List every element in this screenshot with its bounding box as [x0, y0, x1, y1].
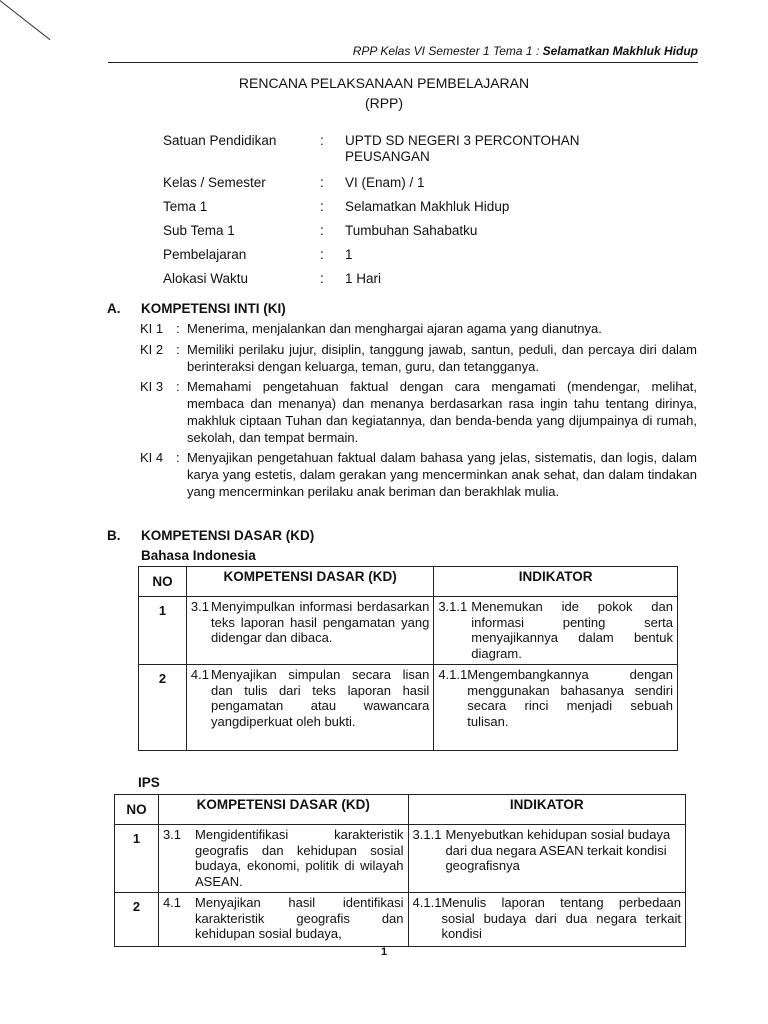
kd-text: Menyajikan simpulan secara lisan dan tulis dari teks laporan hasil pengamatan atau wawancara yangdiperkuat oleh bukti.	[210, 667, 430, 729]
indikator-cell	[408, 825, 685, 893]
kd-cell	[158, 825, 408, 893]
header-indikator: INDIKATOR	[408, 795, 685, 825]
ki-colon: :	[176, 450, 180, 465]
identity-value: 1	[345, 247, 353, 262]
identity-value: Tumbuhan Sahabatku	[345, 223, 478, 238]
corner-mark	[0, 0, 50, 40]
kd-text: Menyimpulkan informasi berdasarkan teks laporan hasil pengamatan yang didengar dan dibaca.	[210, 599, 430, 645]
kd-number: 3.1	[162, 827, 182, 842]
kd-number: 4.1	[190, 667, 209, 682]
identity-row	[163, 271, 635, 287]
kd-text: Mengidentifikasi karakteristik geografis dan kehidupan sosial budaya, ekonomi, politik di wilayah ASEAN.	[195, 827, 404, 889]
section-title: KOMPETENSI DASAR (KD)	[141, 528, 315, 543]
page-number: 1	[380, 946, 388, 958]
running-header	[353, 44, 698, 58]
identity-label: Pembelajaran	[163, 247, 247, 262]
kd-cell	[158, 893, 408, 947]
indikator-text: Menulis laporan tentang perbedaan sosial budaya dari dua negara terkait kondisi	[441, 895, 681, 941]
identity-row	[163, 223, 635, 239]
header-emphasis: Selamatkan Makhluk Hidup	[542, 44, 698, 58]
indikator-cell	[434, 665, 678, 751]
identity-label: Sub Tema 1	[163, 223, 235, 238]
header-indikator: INDIKATOR	[434, 567, 678, 597]
ki-text: Menerima, menjalankan dan menghargai ajaran agama yang dianutnya.	[187, 321, 602, 336]
kd-cell	[186, 665, 433, 751]
indikator-cell	[408, 893, 685, 947]
identity-label: Tema 1	[163, 199, 208, 214]
indikator-number: 4.1.1	[438, 667, 468, 682]
table-header-row	[115, 795, 686, 825]
table-row	[139, 597, 678, 665]
identity-colon: :	[320, 175, 324, 190]
indikator-text: Mengembangkannya dengan menggunakan bahasanya sendiri secara rinci menjadi sebuah tulisan.	[467, 667, 673, 729]
header-kd: KOMPETENSI DASAR (KD)	[158, 795, 408, 825]
identity-row	[163, 199, 635, 215]
table-header-row	[139, 567, 678, 597]
identity-value: Selamatkan Makhluk Hidup	[345, 199, 510, 214]
identity-row	[163, 175, 635, 191]
indikator-number: 3.1.1	[412, 827, 442, 842]
ki-list	[140, 320, 697, 503]
section-letter: B.	[107, 528, 121, 543]
doc-subtitle: (RPP)	[364, 95, 404, 111]
table-row	[115, 825, 686, 893]
indikator-number: 3.1.1	[438, 599, 468, 614]
header-kd: KOMPETENSI DASAR (KD)	[186, 567, 433, 597]
subject-ips-label: IPS	[138, 775, 160, 790]
ki-text: Menyajikan pengetahuan faktual dalam bahasa yang jelas, sistematis, dan logis, dalam karya yang estetis, dalam gerakan yang mencerminkan anak sehat, dan dalam tindakan yang mencerminkan perilaku anak beriman dan berakhlak mulia.	[187, 450, 697, 499]
indikator-cell	[434, 597, 678, 665]
kd-number: 3.1	[190, 599, 209, 614]
ki-colon: :	[176, 379, 180, 394]
header-prefix: RPP Kelas VI Semester 1 Tema 1 :	[352, 44, 543, 58]
kd-table-bahasa	[138, 566, 678, 751]
identity-colon: :	[320, 199, 324, 214]
row-no: 1	[139, 597, 187, 665]
kd-table-ips	[114, 794, 686, 947]
header-no: NO	[115, 795, 159, 825]
table-row	[115, 893, 686, 947]
ki-code: KI 1	[140, 321, 164, 336]
identity-colon: :	[320, 223, 324, 238]
doc-title: RENCANA PELAKSANAAN PEMBELAJARAN	[238, 75, 530, 91]
kd-cell	[186, 597, 433, 665]
ki-item	[140, 449, 697, 500]
identity-value: 1 Hari	[345, 271, 382, 286]
identity-block	[163, 133, 635, 295]
kd-number: 4.1	[162, 895, 182, 910]
subject-bahasa-label: Bahasa Indonesia	[141, 548, 256, 563]
ki-colon: :	[176, 342, 180, 357]
identity-colon: :	[320, 271, 324, 286]
section-letter: A.	[107, 301, 121, 316]
identity-value: VI (Enam) / 1	[345, 175, 425, 190]
indikator-number: 4.1.1	[412, 895, 442, 910]
indikator-text: Menyebutkan kehidupan sosial budaya dari dua negara ASEAN terkait kondisi geografisnya	[445, 827, 671, 873]
section-title: KOMPETENSI INTI (KI)	[141, 301, 286, 316]
indikator-text: Menemukan ide pokok dan informasi penting serta menyajikannya dalam bentuk diagram.	[471, 599, 673, 661]
ki-text: Memahami pengetahuan faktual dengan cara mengamati (mendengar, melihat, membaca dan menanya) dan menanya berdasarkan rasa ingin tahu tentang dirinya, makhluk ciptaan Tuhan dan kegiatannya, dan benda-benda yang dijumpainya di rumah, sekolah, dan tempat bermain.	[187, 379, 697, 445]
identity-colon: :	[320, 133, 324, 148]
row-no: 2	[115, 893, 159, 947]
ki-code: KI 3	[140, 379, 164, 394]
row-no: 1	[115, 825, 159, 893]
table-row	[139, 665, 678, 751]
section-b-heading	[107, 528, 314, 543]
row-no: 2	[139, 665, 187, 751]
ki-item	[140, 341, 697, 375]
identity-colon: :	[320, 247, 324, 262]
identity-label: Satuan Pendidikan	[163, 133, 277, 148]
header-rule	[108, 62, 698, 63]
identity-row	[163, 247, 635, 263]
ki-code: KI 2	[140, 342, 164, 357]
ki-item	[140, 320, 697, 337]
ki-colon: :	[176, 321, 180, 336]
header-no: NO	[139, 567, 187, 597]
ki-item	[140, 378, 697, 446]
identity-label: Alokasi Waktu	[163, 271, 249, 286]
identity-value: UPTD SD NEGERI 3 PERCONTOHAN PEUSANGAN	[345, 133, 580, 164]
identity-label: Kelas / Semester	[163, 175, 266, 190]
kd-text: Menyajikan hasil identifikasi karakteristik geografis dan kehidupan sosial budaya,	[195, 895, 404, 941]
ki-code: KI 4	[140, 450, 164, 465]
ki-text: Memiliki perilaku jujur, disiplin, tanggung jawab, santun, peduli, dan percaya diri dalam berinteraksi dengan keluarga, teman, guru, dan tetangganya.	[187, 342, 697, 374]
section-a-heading	[107, 301, 286, 316]
identity-row	[163, 133, 635, 165]
